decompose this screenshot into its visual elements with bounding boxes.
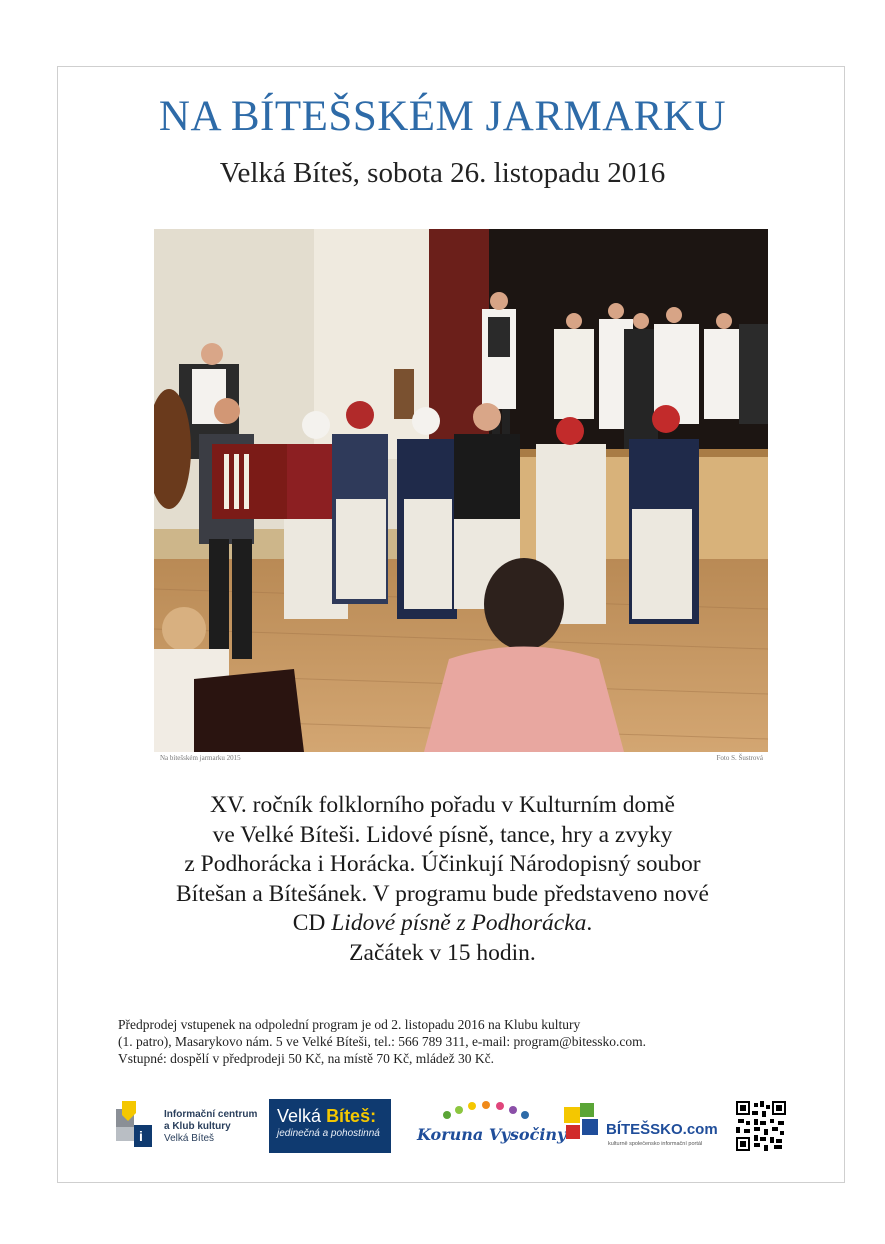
- info-centrum-name-2: a Klub kultury: [164, 1121, 231, 1132]
- event-photo: [154, 229, 768, 752]
- info-centrum-name: Informační centrum: [164, 1109, 258, 1120]
- koruna-vysociny-logo: [417, 1101, 567, 1155]
- velka-bites-tagline: jedinečná a pohostinná: [277, 1128, 380, 1139]
- event-description: [110, 791, 775, 968]
- description-line: Bítešan a Bítešánek. V programu bude představeno nové: [176, 880, 709, 907]
- info-centrum-logo: [112, 1101, 262, 1151]
- ticket-contact: (1. patro), Masarykovo nám. 5 ve Velké Bíteši, tel.: 566 789 311, e-mail: program@bitessko.com.: [118, 1034, 646, 1049]
- cd-title: Lidové písně z Podhorácka: [331, 910, 587, 936]
- folk-ensemble-illustration: [154, 229, 768, 752]
- ticket-info: [118, 1016, 783, 1067]
- koruna-vysociny-name: Koruna Vysočiny: [417, 1125, 567, 1144]
- qr-code-icon: [736, 1101, 786, 1151]
- poster-title: NA BÍTEŠSKÉM JARMARKU: [158, 93, 727, 140]
- velka-bites-word2: Bíteš:: [326, 1106, 377, 1126]
- ticket-presale: Předprodej vstupenek na odpolední program je od 2. listopadu 2016 na Klubu kultury: [118, 1017, 581, 1032]
- bitessko-cubes-icon: [562, 1101, 604, 1143]
- koruna-crown-icon: [437, 1101, 537, 1121]
- bitessko-tagline: kulturně společensko informační portál: [608, 1141, 703, 1147]
- ticket-prices: Vstupné: dospělí v předprodeji 50 Kč, na místě 70 Kč, mládež 30 Kč.: [118, 1051, 495, 1066]
- info-centrum-town: Velká Bíteš: [164, 1133, 215, 1144]
- poster-subtitle: Velká Bíteš, sobota 26. listopadu 2016: [219, 157, 666, 189]
- photo-credit: Foto S. Šustrová: [716, 754, 763, 762]
- sponsor-logos: [112, 1095, 792, 1159]
- description-line: ve Velké Bíteši. Lidové písně, tance, hry a zvyky: [212, 821, 673, 848]
- velka-bites-word1: Velká: [277, 1106, 322, 1126]
- bitessko-name: BÍTEŠSKO.com: [606, 1121, 718, 1138]
- svg-text:i: i: [139, 1128, 143, 1144]
- description-line: [110, 909, 775, 939]
- photo-caption: Na bítešském jarmarku 2015: [160, 754, 241, 762]
- info-centrum-emblem-icon: [112, 1101, 156, 1149]
- velka-bites-logo: [269, 1099, 391, 1153]
- description-line: XV. ročník folklorního pořadu v Kulturním domě: [210, 792, 675, 818]
- cd-prefix: CD: [292, 910, 332, 936]
- bitessko-logo: [562, 1099, 722, 1155]
- cd-suffix: .: [586, 910, 593, 936]
- start-time: Začátek v 15 hodin.: [349, 939, 536, 966]
- description-line: z Podhorácka i Horácka. Účinkují Národopisný soubor: [184, 851, 701, 877]
